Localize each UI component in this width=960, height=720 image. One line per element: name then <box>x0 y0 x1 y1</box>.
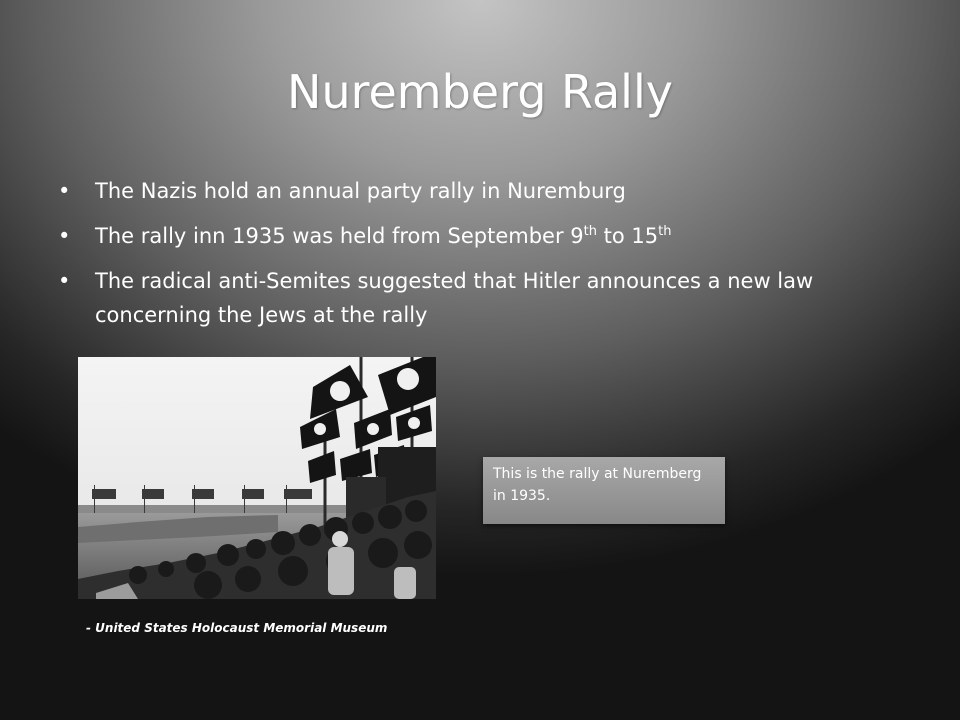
bullet-marker: • <box>58 269 71 293</box>
ordinal-suffix: th <box>658 224 672 239</box>
bullet-marker: • <box>58 224 71 248</box>
ordinal-suffix: th <box>583 224 597 239</box>
bullet-item <box>58 174 908 208</box>
bullet-text: The Nazis hold an annual party rally in Nuremburg <box>95 179 626 203</box>
slide-title: Nuremberg Rally <box>287 65 673 119</box>
rally-photo-image <box>78 357 436 599</box>
bullet-list <box>58 174 908 343</box>
bullet-text: The radical anti-Semites suggested that Hitler announces a new law concerning the Jews at the rally <box>95 269 814 327</box>
bullet-item <box>58 219 908 253</box>
bullet-marker: • <box>58 179 71 203</box>
bullet-text <box>95 224 671 248</box>
photo-credit: - United States Holocaust Memorial Museum <box>86 621 388 635</box>
bullet-item <box>58 264 908 332</box>
rally-photo <box>78 357 436 599</box>
photo-caption-callout: This is the rally at Nuremberg in 1935. <box>483 457 725 524</box>
bullet-text-part: to 15 <box>596 224 659 248</box>
bullet-text-part: The rally inn 1935 was held from September 9 <box>95 224 584 248</box>
